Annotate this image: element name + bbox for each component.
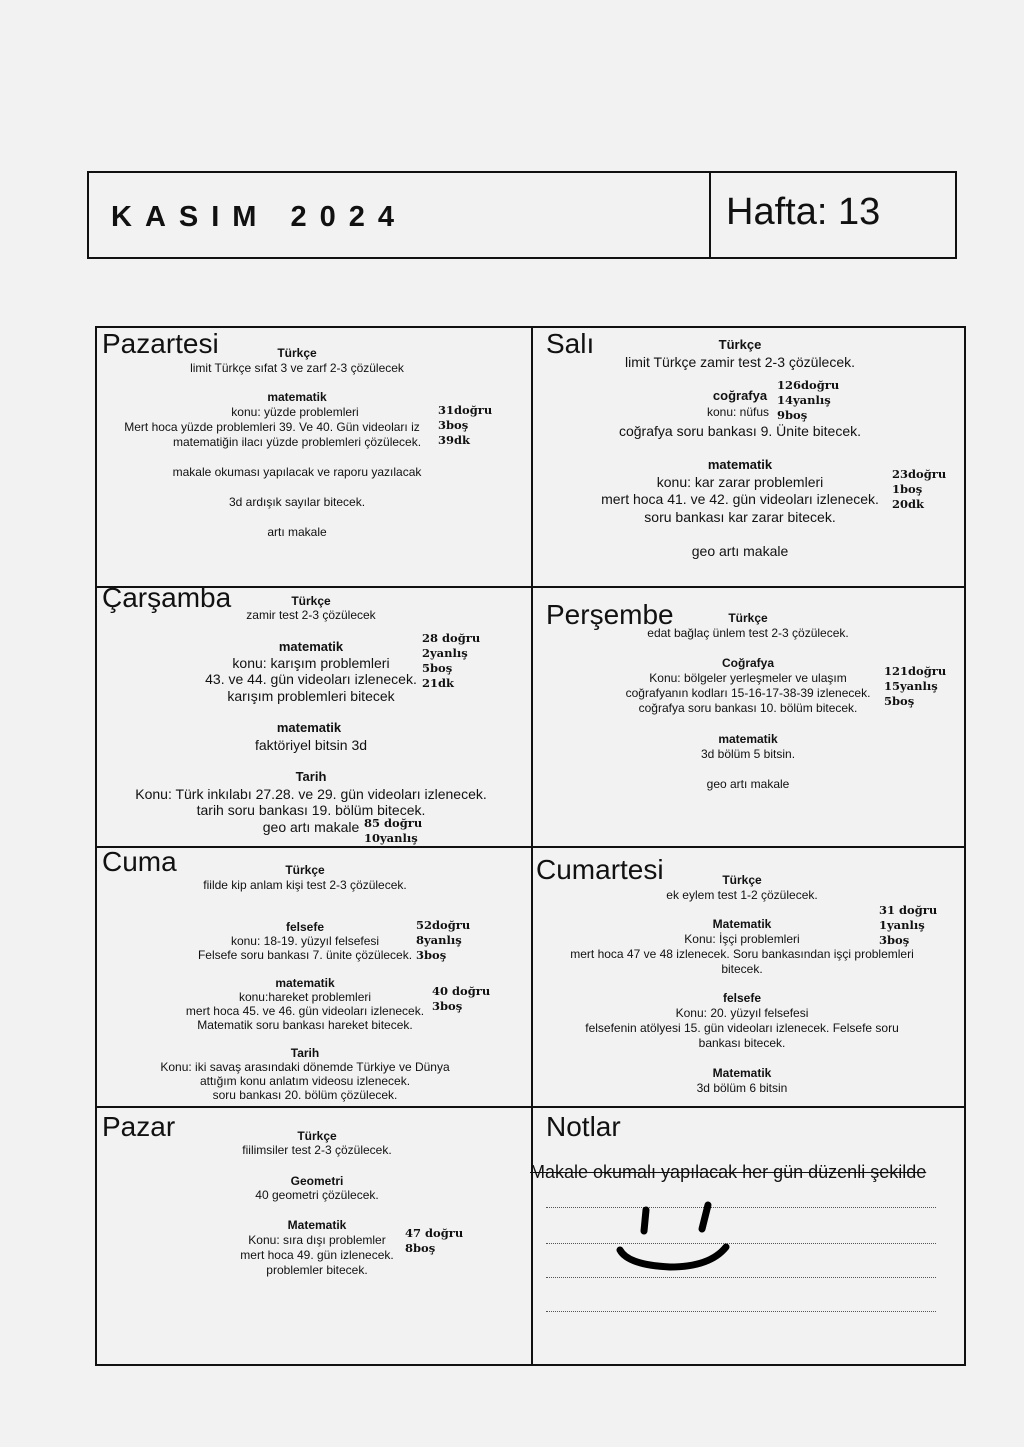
score-note: 121doğru 15yanlış 5boş	[884, 664, 947, 708]
task-line: coğrafya soru bankası 10. bölüm bitecek.	[638, 701, 858, 715]
subject-label: matematik	[275, 976, 335, 990]
subject-label: Türkçe	[722, 873, 762, 887]
score-note: 23doğru 1boş 20dk	[892, 467, 947, 511]
subject-label: matematik	[707, 457, 773, 472]
task-line: fiilimsiler test 2-3 çözülecek.	[242, 1143, 392, 1157]
task-line: edat bağlaç ünlem test 2-3 çözülecek.	[647, 626, 849, 640]
subject-label: Matematik	[712, 1066, 772, 1080]
week-label: Hafta: 13	[726, 191, 881, 233]
header-divider	[709, 173, 711, 257]
note-line	[546, 1311, 936, 1312]
subject-label: felsefe	[285, 920, 325, 934]
task-line: zamir test 2-3 çözülecek	[246, 608, 376, 622]
task-line: limit Türkçe sıfat 3 ve zarf 2-3 çözülecek	[190, 361, 404, 375]
subject-label: Matematik	[287, 1218, 347, 1232]
task-line: 3d bölüm 5 bitsin.	[700, 747, 796, 761]
note-line	[546, 1243, 936, 1244]
task-line: geo artı makale	[691, 543, 789, 559]
task-line: coğrafyanın kodları 15-16-17-38-39 izlenecek.	[625, 686, 871, 700]
task-line: Konu: 20. yüzyıl felsefesi	[675, 1006, 809, 1020]
task-line: mert hoca 49. gün izlenecek.	[240, 1248, 394, 1262]
header-box	[87, 171, 957, 259]
subject-label: matematik	[276, 720, 342, 735]
day-title-pazartesi: Pazartesi	[102, 328, 219, 359]
task-line: artı makale	[267, 525, 327, 539]
task-line: Konu: bölgeler yerleşmeler ve ulaşım	[649, 671, 847, 685]
task-line: soru bankası kar zarar bitecek.	[644, 509, 836, 525]
score-note: 85 doğru 10yanlış	[364, 816, 423, 845]
task-line: 40 geometri çözülecek.	[255, 1188, 379, 1202]
notes-text: Makale okumalı yapılacak her gün düzenli şekilde	[530, 1162, 927, 1182]
task-line: konu: 18-19. yüzyıl felsefesi	[230, 934, 380, 948]
day-title-sali: Salı	[546, 328, 595, 359]
task-line: Konu: iki savaş arasındaki dönemde Türkiye ve Dünya	[160, 1060, 450, 1074]
subject-label: Türkçe	[297, 1129, 337, 1143]
subject-label: Türkçe	[277, 346, 317, 360]
score-note: 126doğru 14yanlış 9boş	[777, 378, 840, 422]
task-line: konu:hareket problemleri	[238, 990, 372, 1004]
subject-label: Coğrafya	[721, 656, 775, 670]
task-line: geo artı makale	[706, 777, 790, 791]
task-line: mert hoca 41. ve 42. gün videoları izlenecek.	[601, 491, 879, 507]
score-note: 40 doğru 3boş	[432, 984, 491, 1013]
task-line: 3d bölüm 6 bitsin	[696, 1081, 788, 1095]
task-line: Konu: İşçi problemleri	[684, 932, 800, 946]
task-line: karışım problemleri bitecek	[227, 688, 395, 704]
notes-title: Notlar	[546, 1111, 621, 1142]
grid-horizontal-line	[97, 1106, 964, 1108]
subject-label: Matematik	[712, 917, 772, 931]
task-line: fiilde kip anlam kişi test 2-3 çözülecek.	[203, 878, 407, 892]
task-line: bankası bitecek.	[698, 1036, 786, 1050]
subject-label: Türkçe	[291, 594, 331, 608]
task-line: attığım konu anlatım videosu izlenecek.	[199, 1074, 411, 1088]
task-line: Matematik soru bankası hareket bitecek.	[197, 1018, 413, 1032]
task-line: Mert hoca yüzde problemleri 39. Ve 40. Gün videoları iz	[124, 420, 420, 434]
task-line: Felsefe soru bankası 7. ünite çözülecek.	[197, 948, 413, 962]
task-line: mert hoca 47 ve 48 izlenecek. Soru bankasından işçi problemleri	[570, 947, 914, 961]
month-title: KASIM 2024	[111, 201, 408, 233]
task-line: konu: kar zarar problemleri	[656, 474, 824, 490]
day-title-cumartesi: Cumartesi	[536, 854, 664, 885]
day-title-carsamba: Çarşamba	[102, 582, 232, 613]
task-line: ek eylem test 1-2 çözülecek.	[666, 888, 818, 902]
smiley-drawing-icon	[610, 1195, 740, 1280]
task-line: faktöriyel bitsin 3d	[254, 737, 368, 753]
task-line: soru bankası 20. bölüm çözülecek.	[212, 1088, 398, 1102]
task-line: 3d ardışık sayılar bitecek.	[228, 495, 366, 509]
subject-label: matematik	[718, 732, 778, 746]
task-line: Konu: sıra dışı problemler	[248, 1233, 386, 1247]
subject-label: felsefe	[722, 991, 762, 1005]
grid-horizontal-line	[97, 846, 964, 848]
subject-label: Geometri	[290, 1174, 344, 1188]
subject-label: matematik	[278, 639, 344, 654]
task-line: coğrafya soru bankası 9. Ünite bitecek.	[618, 423, 862, 439]
task-line: konu: nüfus	[706, 405, 770, 419]
day-title-pazar: Pazar	[102, 1111, 176, 1142]
score-note: 52doğru 8yanlış 3boş	[416, 918, 471, 962]
note-line	[546, 1207, 936, 1208]
day-title-persembe: Perşembe	[546, 599, 674, 630]
task-line: limit Türkçe zamir test 2-3 çözülecek.	[624, 354, 856, 370]
subject-label: Tarih	[295, 769, 327, 784]
subject-label: Türkçe	[285, 863, 325, 877]
task-line: mert hoca 45. ve 46. gün videoları izlenecek.	[185, 1004, 425, 1018]
score-note: 47 doğru 8boş	[405, 1226, 464, 1255]
task-line: Konu: Türk inkılabı 27.28. ve 29. gün videoları izlenecek.	[135, 786, 487, 802]
task-line: geo artı makale	[262, 819, 360, 835]
subject-label: Türkçe	[718, 337, 762, 352]
task-line: konu: yüzde problemleri	[231, 405, 359, 419]
score-note: 31 doğru 1yanlış 3boş	[879, 903, 938, 947]
task-line: bitecek.	[721, 962, 763, 976]
note-line	[546, 1277, 936, 1278]
subject-label: Tarih	[290, 1046, 320, 1060]
task-line: tarih soru bankası 19. bölüm bitecek.	[196, 802, 426, 818]
task-line: makale okuması yapılacak ve raporu yazılacak	[172, 465, 422, 479]
weekly-grid	[95, 326, 966, 1366]
task-line: problemler bitecek.	[266, 1263, 368, 1277]
score-note: 28 doğru 2yanlış 5boş 21dk	[422, 631, 481, 690]
task-line: 43. ve 44. gün videoları izlenecek.	[205, 671, 417, 687]
score-note: 31doğru 3boş 39dk	[438, 403, 493, 447]
task-line: konu: karışım problemleri	[232, 655, 390, 671]
task-line: felsefenin atölyesi 15. gün videoları izlenecek. Felsefe soru	[585, 1021, 899, 1035]
subject-label: coğrafya	[712, 388, 768, 403]
subject-label: Türkçe	[728, 611, 768, 625]
subject-label: matematik	[267, 390, 327, 404]
task-line: matematiğin ilacı yüzde problemleri çözülecek.	[172, 435, 422, 449]
day-title-cuma: Cuma	[102, 846, 177, 877]
